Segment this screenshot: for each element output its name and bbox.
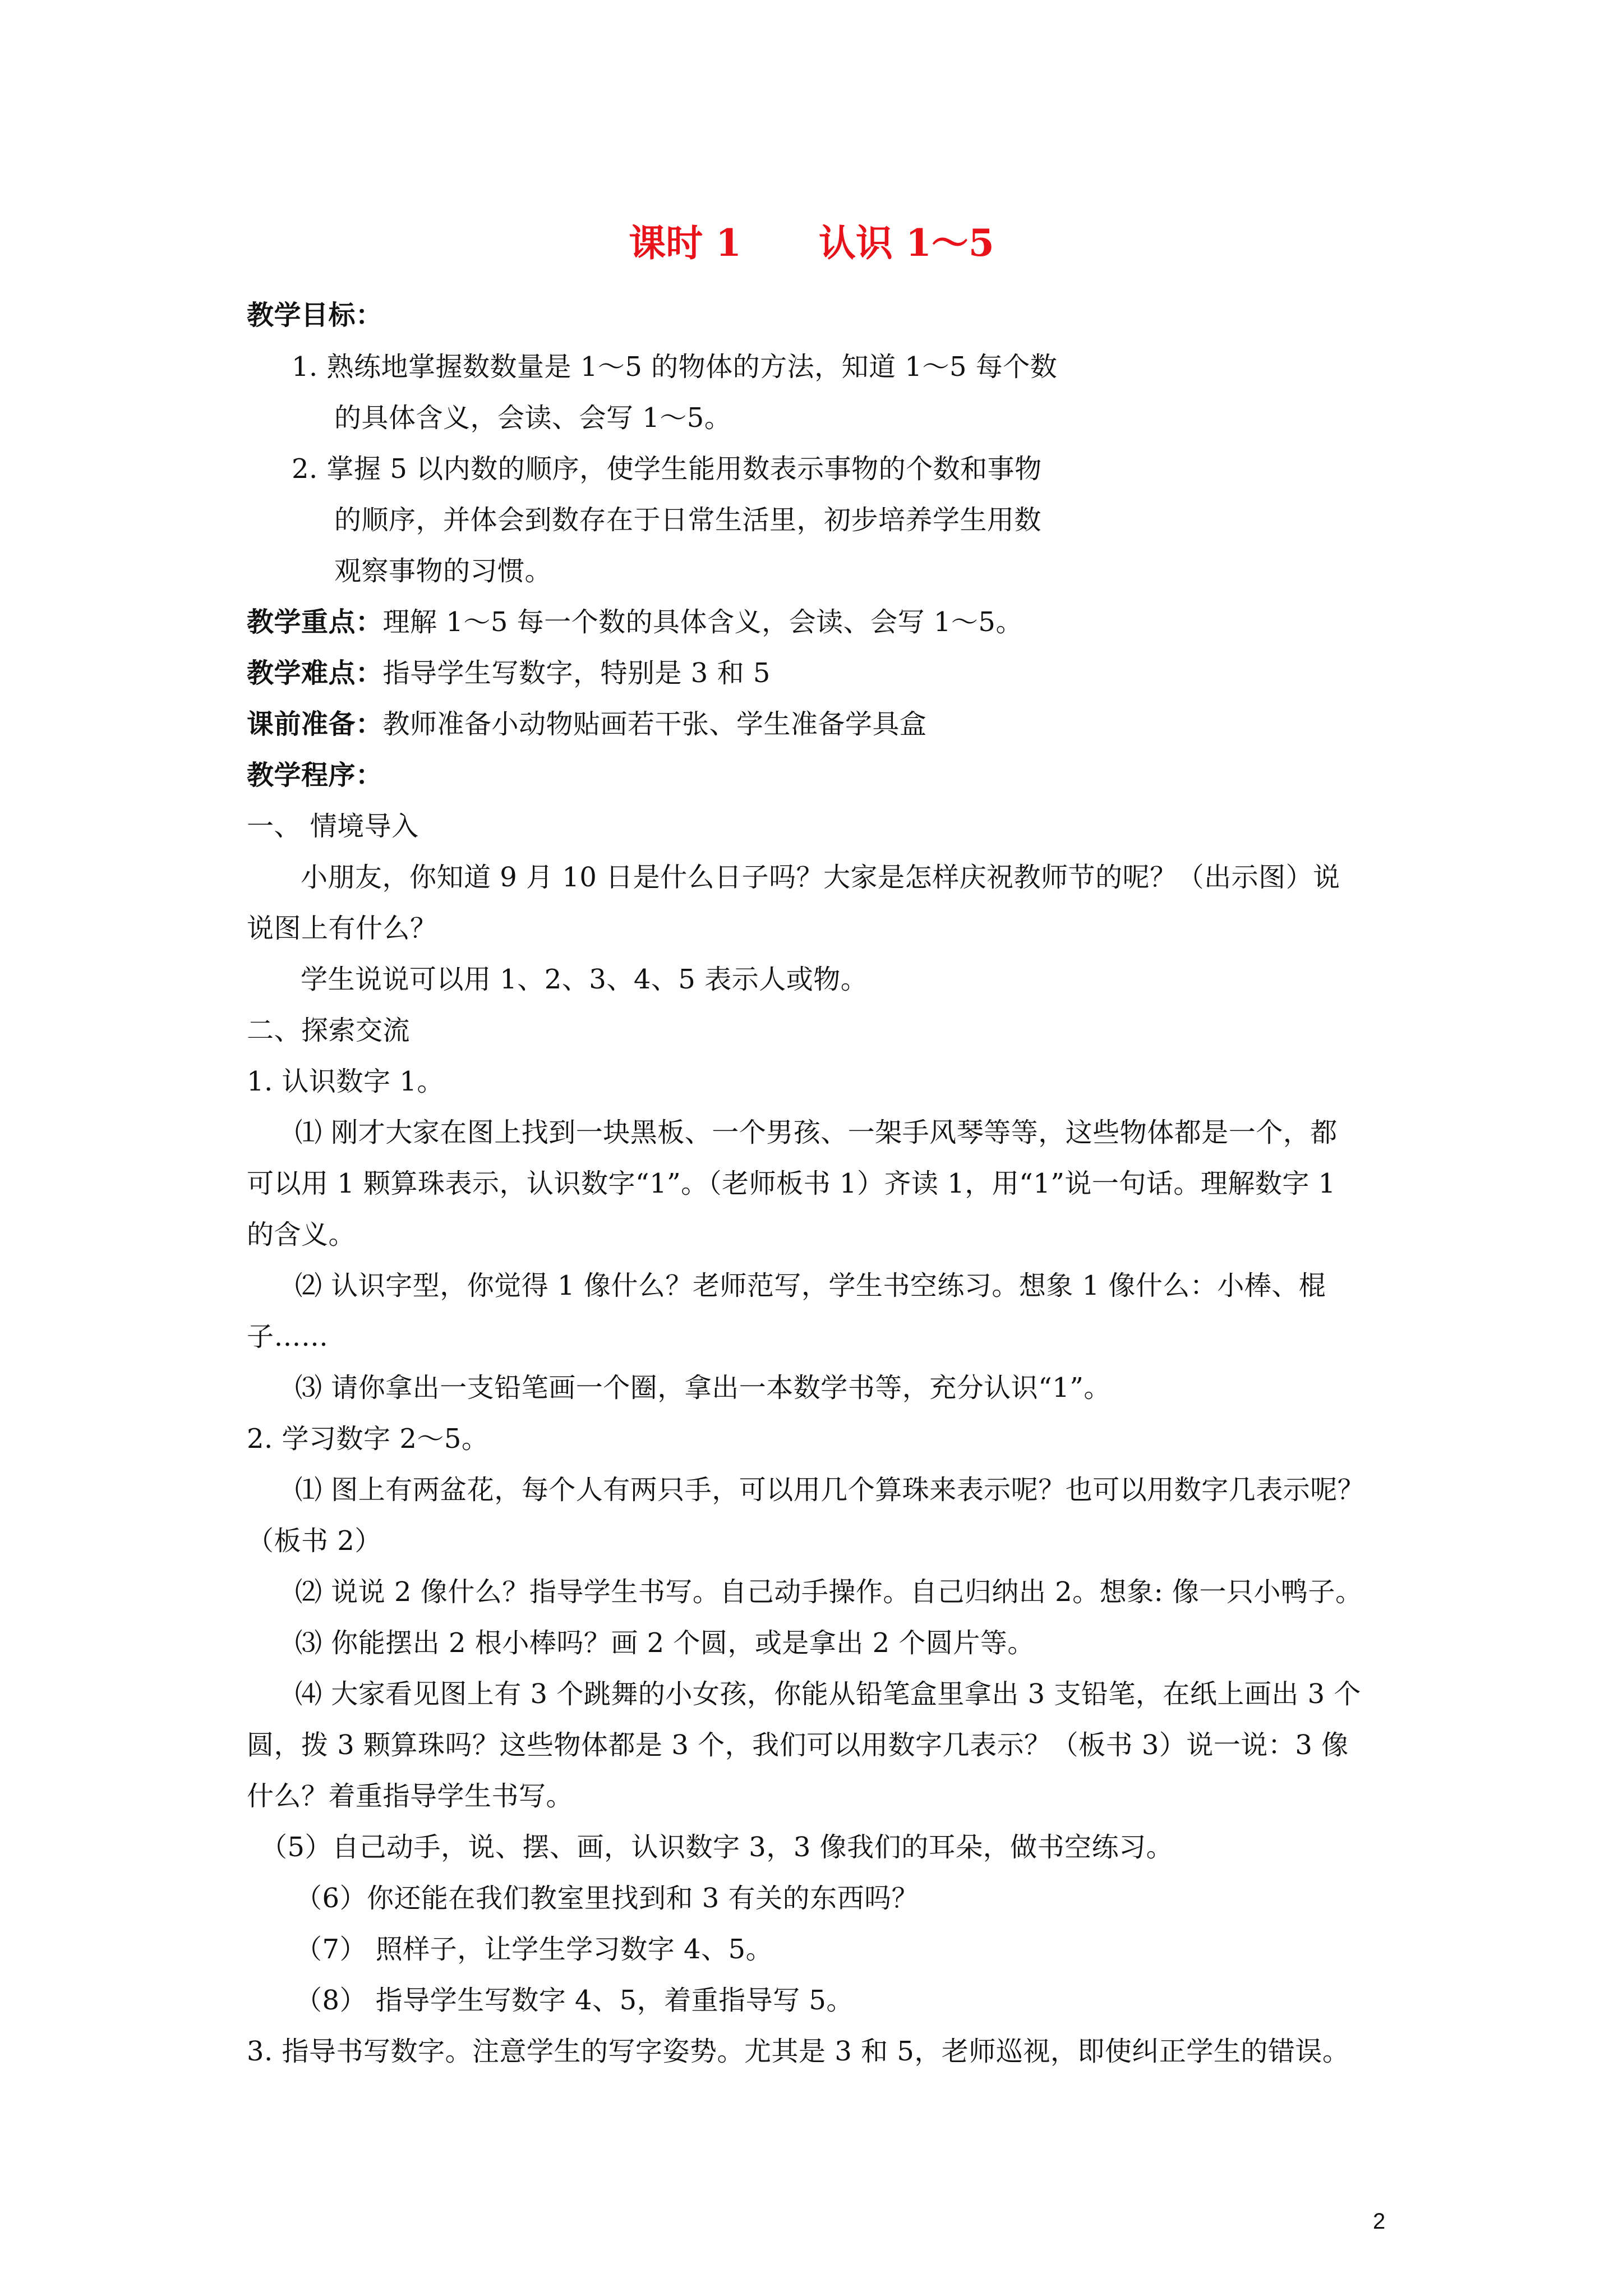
item-2-step-7: （7） 照样子，让学生学习数字 4、5。 bbox=[295, 1934, 773, 1965]
item-2-step-4-line-1: ⑷ 大家看见图上有 3 个跳舞的小女孩，你能从铅笔盒里拿出 3 支铅笔，在纸上画出 3 个 bbox=[295, 1678, 1361, 1710]
item-2-step-5: （5）自己动手，说、摆、画，认识数字 3，3 像我们的耳朵，做书空练习。 bbox=[260, 1832, 1174, 1863]
section-2-item-2: 2. 学习数字 2～5。 bbox=[247, 1423, 489, 1455]
item-2-step-8: （8） 指导学生写数字 4、5，着重指导写 5。 bbox=[295, 1985, 854, 2016]
procedure-heading: 教学程序： bbox=[247, 760, 383, 791]
section-1-heading: 一、 情境导入 bbox=[247, 811, 419, 842]
key-points-label: 教学重点： bbox=[247, 606, 383, 638]
page-number: 2 bbox=[1373, 2209, 1386, 2234]
item-1-step-1-line-3: 的含义。 bbox=[247, 1219, 356, 1250]
section-2-item-3: 3. 指导书写数字。注意学生的写字姿势。尤其是 3 和 5，老师巡视，即使纠正学生的错误。 bbox=[247, 2036, 1350, 2067]
item-2-step-4-line-2: 圆，拨 3 颗算珠吗？这些物体都是 3 个，我们可以用数字几表示？（板书 3）说一说：3 像 bbox=[247, 1729, 1349, 1761]
section-1-paragraph-1-line-2: 说图上有什么？ bbox=[247, 913, 437, 944]
objective-1-line-1: 1. 熟练地掌握数数量是 1～5 的物体的方法，知道 1～5 每个数 bbox=[292, 351, 1058, 383]
item-1-step-2-line-2: 子…… bbox=[247, 1321, 329, 1352]
item-1-step-2-line-1: ⑵ 认识字型，你觉得 1 像什么？老师范写，学生书空练习。想象 1 像什么：小棒、棍 bbox=[295, 1270, 1326, 1301]
section-1-paragraph-1-line-1: 小朋友，你知道 9 月 10 日是什么日子吗？大家是怎样庆祝教师节的呢？（出示图）说 bbox=[301, 862, 1340, 893]
objectives-heading: 教学目标： bbox=[247, 300, 383, 331]
objective-2-line-2: 的顺序，并体会到数存在于日常生活里，初步培养学生用数 bbox=[334, 504, 1042, 536]
lesson-title: 课时 1 认识 1～5 bbox=[629, 221, 994, 265]
item-2-step-4-line-3: 什么？着重指导学生书写。 bbox=[247, 1780, 574, 1812]
difficult-points-text: 指导学生写数字，特别是 3 和 5 bbox=[382, 657, 771, 689]
difficult-points-label: 教学难点： bbox=[247, 657, 383, 689]
preparation bbox=[247, 706, 927, 742]
preparation-label: 课前准备： bbox=[247, 708, 383, 740]
item-2-step-1-line-2: （板书 2） bbox=[247, 1525, 382, 1557]
objective-1-line-2: 的具体含义，会读、会写 1～5。 bbox=[334, 402, 732, 434]
difficult-points bbox=[247, 655, 771, 691]
item-2-step-1-line-1: ⑴ 图上有两盆花，每个人有两只手，可以用几个算珠来表示呢？也可以用数字几表示呢？ bbox=[295, 1474, 1365, 1506]
key-points bbox=[247, 604, 1023, 640]
section-2-item-1: 1. 认识数字 1。 bbox=[247, 1066, 444, 1097]
objective-2-line-1: 2. 掌握 5 以内数的顺序，使学生能用数表示事物的个数和事物 bbox=[292, 453, 1042, 485]
item-1-step-1-line-2: 可以用 1 颗算珠表示，认识数字“1”。（老师板书 1）齐读 1，用“1”说一句话。理解数字 1 bbox=[247, 1168, 1336, 1199]
item-2-step-2: ⑵ 说说 2 像什么？指导学生书写。自己动手操作。自己归纳出 2。想象: 像一只小鸭子。 bbox=[295, 1576, 1363, 1608]
section-1-paragraph-2: 学生说说可以用 1、2、3、4、5 表示人或物。 bbox=[301, 964, 868, 995]
preparation-text: 教师准备小动物贴画若干张、学生准备学具盒 bbox=[382, 708, 927, 740]
item-2-step-3: ⑶ 你能摆出 2 根小棒吗？画 2 个圆，或是拿出 2 个圆片等。 bbox=[295, 1627, 1035, 1659]
section-2-heading: 二、探索交流 bbox=[247, 1015, 411, 1046]
item-1-step-1-line-1: ⑴ 刚才大家在图上找到一块黑板、一个男孩、一架手风琴等等，这些物体都是一个，都 bbox=[295, 1117, 1338, 1148]
item-1-step-3: ⑶ 请你拿出一支铅笔画一个圈，拿出一本数学书等，充分认识“1”。 bbox=[295, 1372, 1111, 1404]
item-2-step-6: （6）你还能在我们教室里找到和 3 有关的东西吗？ bbox=[295, 1883, 919, 1914]
key-points-text: 理解 1～5 每一个数的具体含义，会读、会写 1～5。 bbox=[382, 606, 1023, 638]
objective-2-line-3: 观察事物的习惯。 bbox=[334, 555, 552, 587]
